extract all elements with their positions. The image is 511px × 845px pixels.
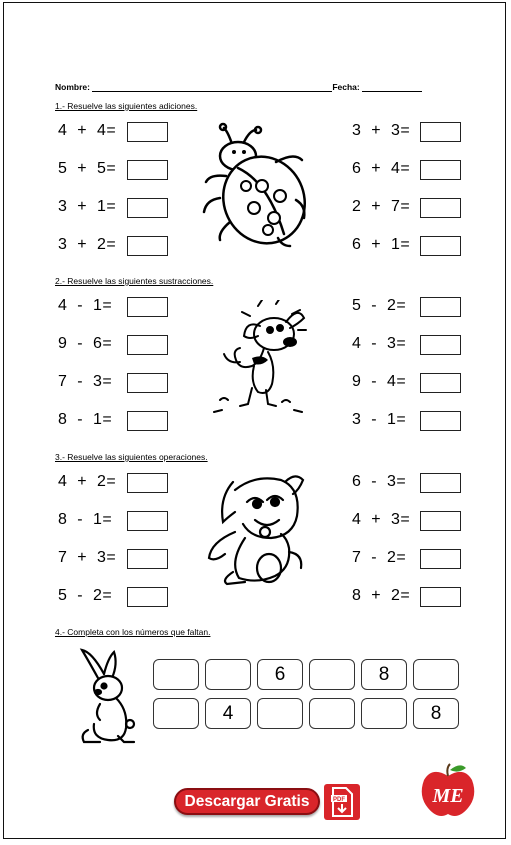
sequence-box[interactable] (309, 659, 355, 690)
answer-box[interactable] (420, 473, 461, 493)
section-title-complete: 4.- Completa con los números que faltan. (55, 627, 211, 637)
section-title-additions: 1.- Resuelve las siguientes adiciones. (55, 101, 198, 111)
answer-box[interactable] (420, 549, 461, 569)
answer-box[interactable] (127, 587, 168, 607)
equation: 4 - 3= (352, 335, 407, 352)
sequence-box[interactable] (413, 659, 459, 690)
name-blank (92, 82, 332, 92)
answer-box[interactable] (127, 473, 168, 493)
date-label: Fecha: (332, 82, 360, 92)
sequence-box[interactable] (309, 698, 355, 729)
dog-illustration (210, 300, 310, 422)
answer-box[interactable] (127, 373, 168, 393)
answer-box[interactable] (420, 198, 461, 218)
logo-text: ME (432, 785, 464, 807)
equation: 4 - 1= (58, 297, 113, 314)
answer-box[interactable] (127, 160, 168, 180)
answer-box[interactable] (127, 236, 168, 256)
sequence-box[interactable] (153, 659, 199, 690)
equation: 9 - 4= (352, 373, 407, 390)
equation: 8 - 1= (58, 411, 113, 428)
equation: 4 + 2= (58, 473, 117, 490)
sequence-box[interactable]: 8 (413, 698, 459, 729)
answer-box[interactable] (127, 511, 168, 531)
rabbit-illustration (78, 648, 138, 744)
header-line (55, 82, 435, 92)
equation: 3 + 3= (352, 122, 411, 139)
pdf-label: PDF (333, 797, 345, 803)
sequence-box[interactable]: 6 (257, 659, 303, 690)
sequence-box[interactable] (153, 698, 199, 729)
answer-box[interactable] (127, 297, 168, 317)
sequence-box[interactable] (205, 659, 251, 690)
answer-box[interactable] (127, 549, 168, 569)
equation: 8 - 1= (58, 511, 113, 528)
equation: 5 - 2= (58, 587, 113, 604)
apple-logo (418, 762, 478, 820)
answer-box[interactable] (127, 335, 168, 355)
name-label: Nombre: (55, 82, 90, 92)
answer-box[interactable] (420, 297, 461, 317)
equation: 2 + 7= (352, 198, 411, 215)
answer-box[interactable] (127, 122, 168, 142)
section-title-subtractions: 2.- Resuelve las siguientes sustracciones. (55, 276, 214, 286)
answer-box[interactable] (420, 411, 461, 431)
answer-box[interactable] (127, 198, 168, 218)
equation: 4 + 3= (352, 511, 411, 528)
equation: 6 + 4= (352, 160, 411, 177)
equation: 9 - 6= (58, 335, 113, 352)
equation: 3 - 1= (352, 411, 407, 428)
answer-box[interactable] (420, 160, 461, 180)
answer-box[interactable] (420, 373, 461, 393)
equation: 5 - 2= (352, 297, 407, 314)
equation: 3 + 2= (58, 236, 117, 253)
section-title-operations: 3.- Resuelve las siguientes operaciones. (55, 452, 208, 462)
sequence-box[interactable] (361, 698, 407, 729)
ladybug-illustration (198, 122, 310, 250)
answer-box[interactable] (420, 511, 461, 531)
equation: 4 + 4= (58, 122, 117, 139)
answer-box[interactable] (127, 411, 168, 431)
rhino-illustration (205, 472, 307, 586)
equation: 3 + 1= (58, 198, 117, 215)
equation: 7 - 3= (58, 373, 113, 390)
answer-box[interactable] (420, 335, 461, 355)
date-blank (362, 82, 422, 92)
answer-box[interactable] (420, 587, 461, 607)
equation: 5 + 5= (58, 160, 117, 177)
sequence-box[interactable]: 4 (205, 698, 251, 729)
equation: 8 + 2= (352, 587, 411, 604)
pdf-file-icon (324, 784, 360, 820)
answer-box[interactable] (420, 122, 461, 142)
equation: 6 - 3= (352, 473, 407, 490)
download-free-button[interactable]: Descargar Gratis (174, 788, 320, 815)
equation: 7 + 3= (58, 549, 117, 566)
equation: 7 - 2= (352, 549, 407, 566)
equation: 6 + 1= (352, 236, 411, 253)
pdf-download-icon[interactable] (324, 784, 360, 820)
sequence-box[interactable] (257, 698, 303, 729)
answer-box[interactable] (420, 236, 461, 256)
sequence-box[interactable]: 8 (361, 659, 407, 690)
